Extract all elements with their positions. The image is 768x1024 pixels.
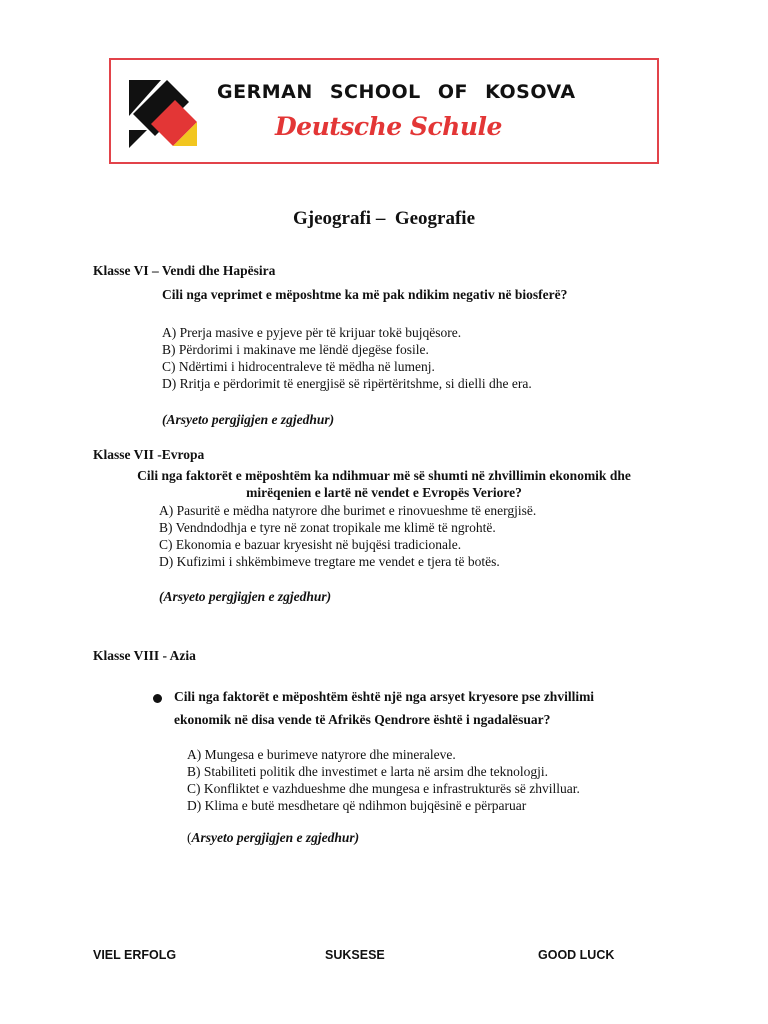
option-1c: C) Ndërtimi i hidrocentraleve të mëdha në lumenj. (162, 359, 435, 374)
option-1b: B) Përdorimi i makinave me lëndë djegëse fosile. (162, 342, 429, 357)
option-3b: B) Stabiliteti politik dhe investimet e larta në arsim dhe teknologji. (187, 764, 549, 779)
footer-viel-erfolg: VIEL ERFOLG (93, 948, 177, 962)
section-heading-klasse-vi: Klasse VI – Vendi dhe Hapësira (93, 263, 276, 278)
school-logo-icon (127, 78, 199, 150)
option-2c: C) Ekonomia e bazuar kryesisht në bujqësi tradicionale. (159, 537, 462, 552)
school-name: GERMAN SCHOOL OF KOSOVA (217, 81, 576, 103)
bullet-icon (153, 694, 162, 703)
school-header (109, 58, 659, 164)
question-2-line-2: mirëqenien e lartë në vendet e Evropës Veriore? (246, 485, 522, 500)
note-3 (187, 830, 359, 846)
note-3-text: Arsyeto pergjigjen e zgjedhur) (191, 830, 360, 845)
note-2: (Arsyeto pergjigjen e zgjedhur) (159, 589, 332, 604)
option-2a: A) Pasuritë e mëdha natyrore dhe burimet e rinovueshme të energjisë. (159, 503, 537, 518)
option-1a: A) Prerja masive e pyjeve për të krijuar tokë bujqësore. (162, 325, 462, 340)
question-3-line-1: Cili nga faktorët e mëposhtëm është një nga arsyet kryesore pse zhvillimi (174, 689, 595, 704)
note-1: (Arsyeto pergjigjen e zgjedhur) (162, 412, 335, 427)
option-3a: A) Mungesa e burimeve natyrore dhe mineraleve. (187, 747, 456, 762)
option-2b: B) Vendndodhja e tyre në zonat tropikale me klimë të ngrohtë. (159, 520, 496, 535)
question-2-line-1: Cili nga faktorët e mëposhtëm ka ndihmuar më së shumti në zhvillimin ekonomik dhe (137, 468, 631, 483)
question-1: Cili nga veprimet e mëposhtme ka më pak ndikim negativ në biosferë? (162, 287, 568, 302)
note-3-paren: ( (187, 830, 192, 845)
section-heading-klasse-viii: Klasse VIII - Azia (93, 648, 196, 663)
school-subtitle: Deutsche Schule (275, 112, 502, 141)
question-3-line-2: ekonomik në disa vende të Afrikës Qendrore është i ngadalësuar? (174, 712, 551, 727)
option-3c: C) Konfliktet e vazhdueshme dhe mungesa e infrastrukturës së zhvilluar. (187, 781, 580, 796)
option-1d: D) Rritja e përdorimit të energjisë së ripërtëritshme, si dielli dhe era. (162, 376, 532, 391)
option-2d: D) Kufizimi i shkëmbimeve tregtare me vendet e tjera të botës. (159, 554, 500, 569)
footer-good-luck: GOOD LUCK (538, 948, 615, 962)
footer-suksese: SUKSESE (325, 948, 385, 962)
section-heading-klasse-vii: Klasse VII -Evropa (93, 447, 205, 462)
option-3d: D) Klima e butë mesdhetare që ndihmon bujqësinë e përparuar (187, 798, 527, 813)
document-title: Gjeografi – Geografie (292, 208, 475, 229)
